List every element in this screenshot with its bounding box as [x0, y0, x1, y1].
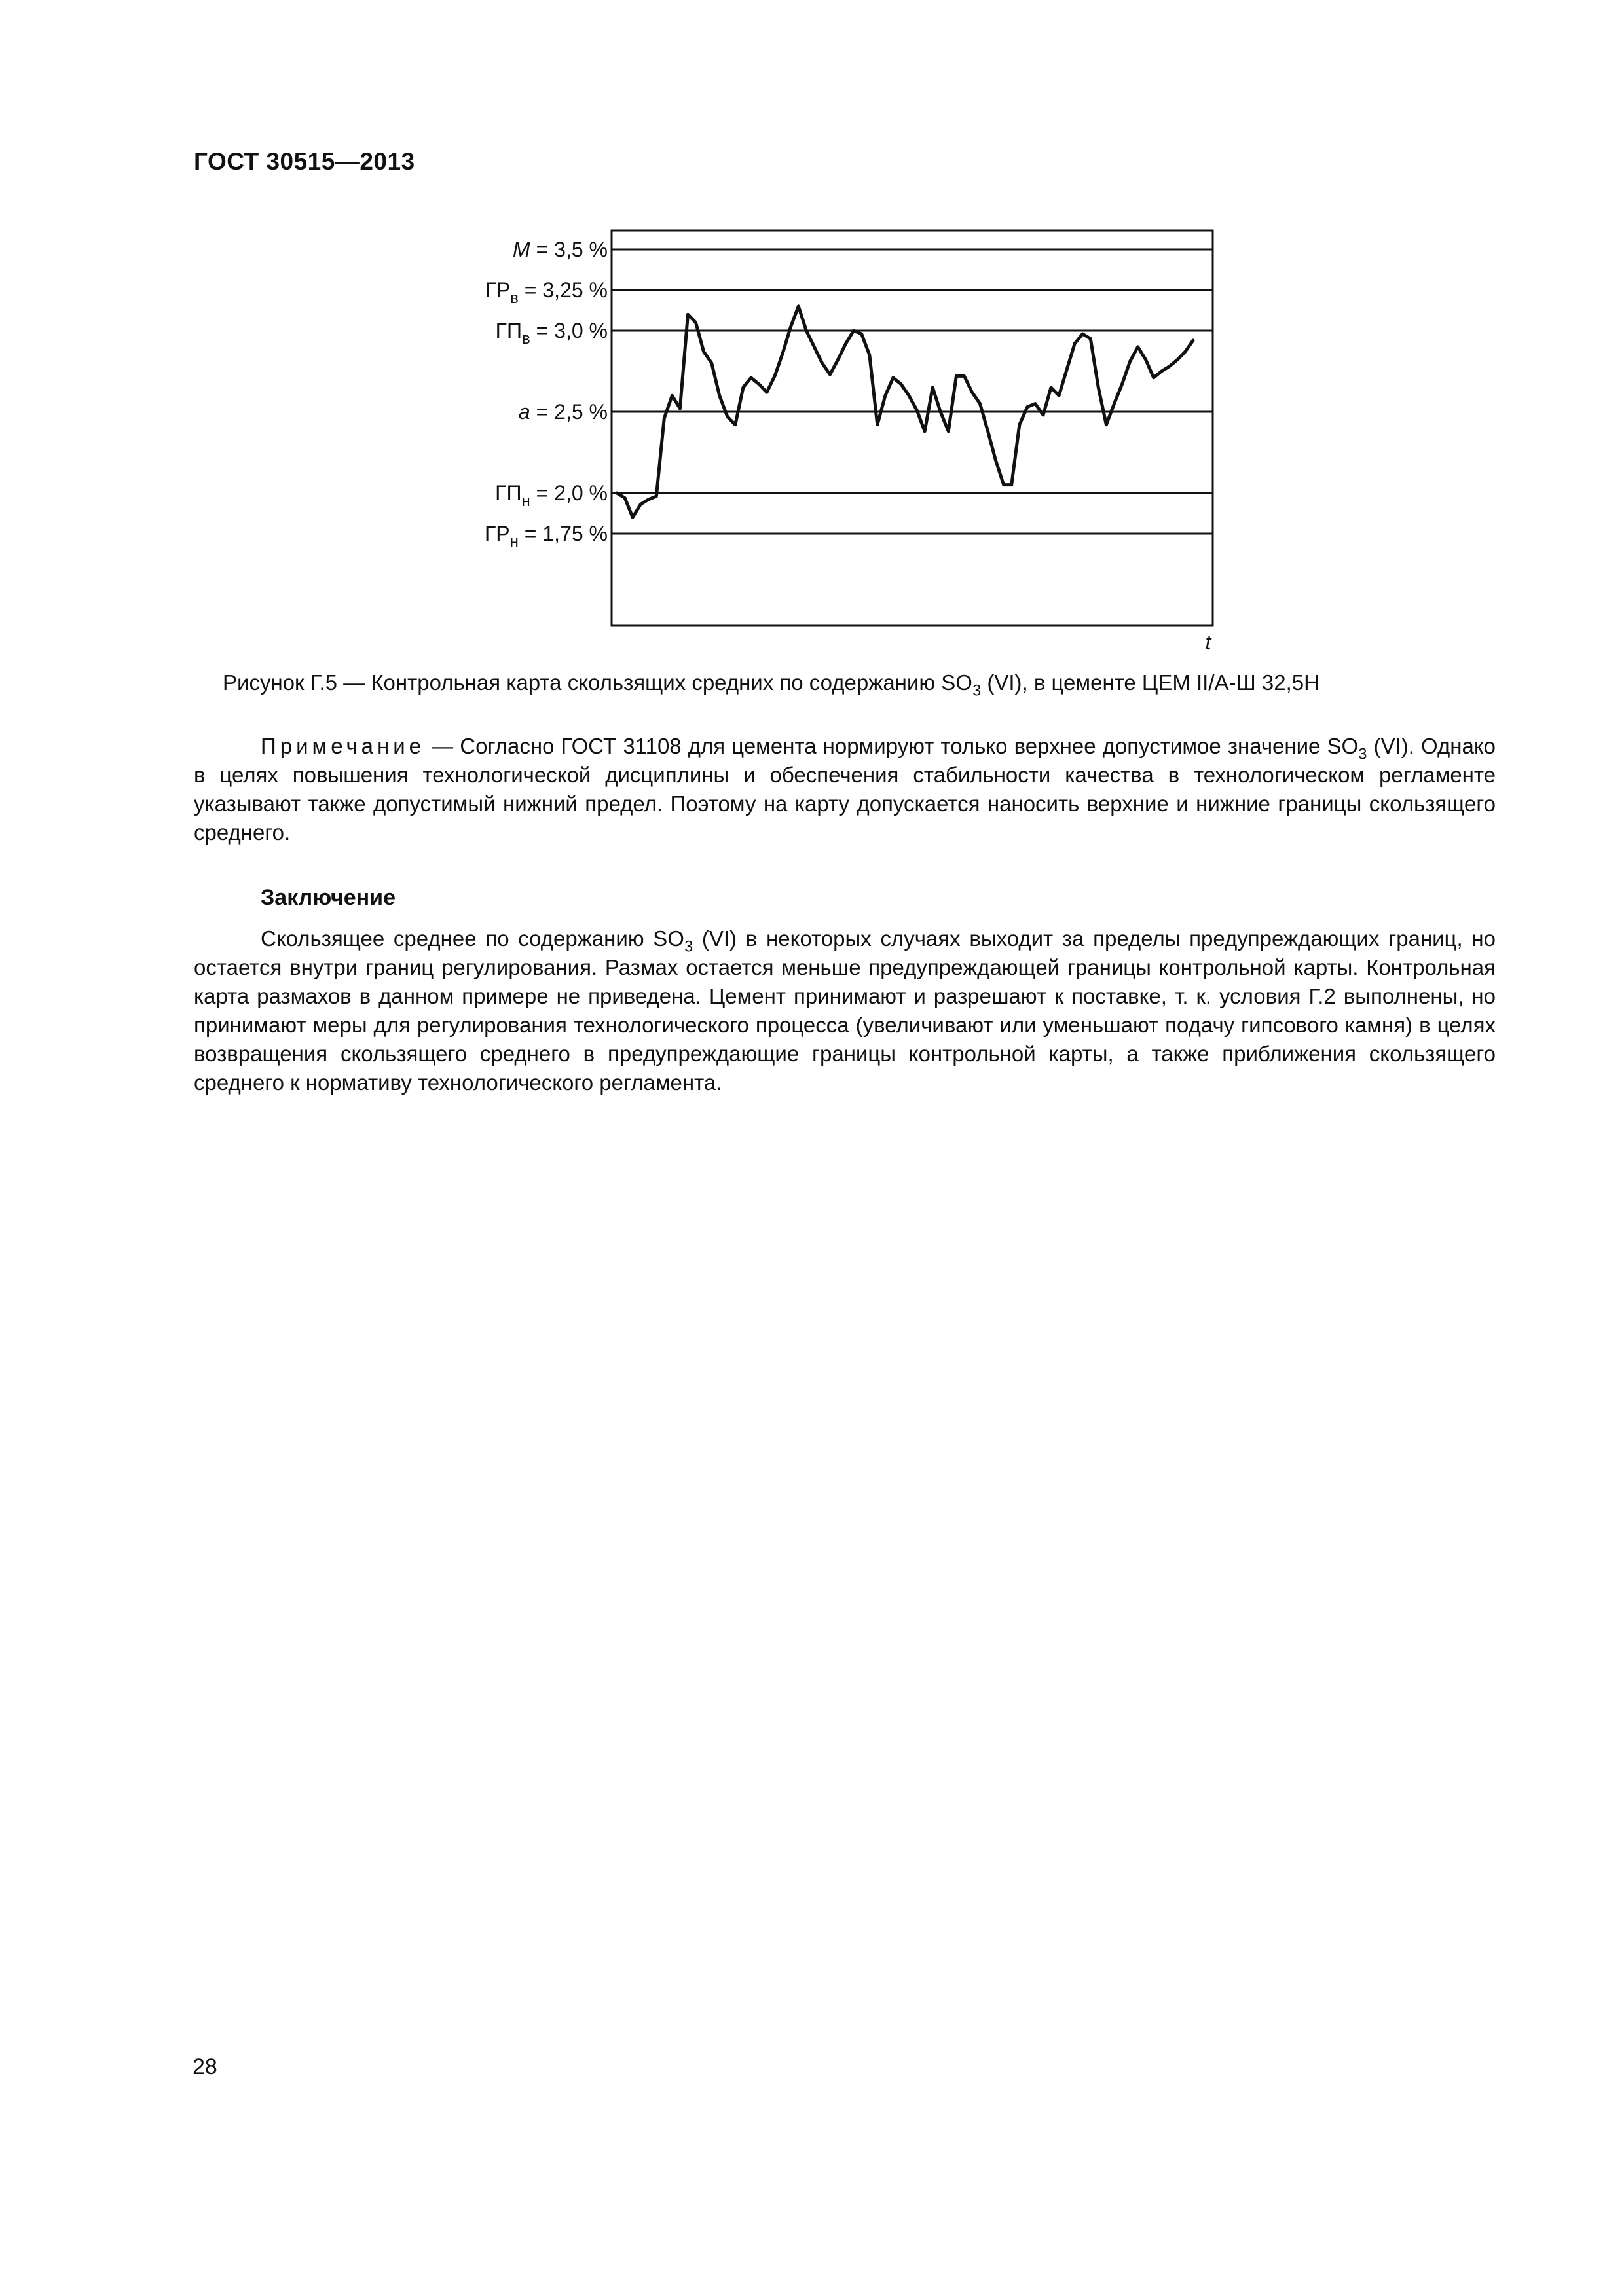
control-chart: [0, 0, 1624, 661]
conclusion-text: Скользящее среднее по содержанию SO: [261, 926, 684, 951]
conclusion-text-end: (VI) в некоторых случаях выходит за пределы предупреждающих границ, но остается внутри границ регулирования. Размах остается меньше предупреждающей границы контрольной карты. Контрольная карта размахов в данном примере не приведена. Цемент принимают и разрешают к поставке, т. к. условия Г.2 выполнены, но принимают меры для регулирования технологического процесса (увеличивают или уменьшают подачу гипсового камня) в целях возвращения скользящего среднего в предупреждающие границы контрольной карты, а также приближения скользящего среднего к нормативу технологического регламента.: [194, 926, 1496, 1095]
control-line-label-1: $ГР_в = 3,25$ %: [485, 278, 608, 307]
caption-subscript: 3: [972, 682, 982, 700]
conclusion-subscript: 3: [684, 938, 693, 956]
x-axis-label: t: [1205, 630, 1211, 654]
document-code-header: ГОСТ 30515—2013: [194, 148, 415, 175]
control-line-label-3: a = 2,5 %: [518, 400, 608, 424]
control-line-label-2: $ГП_в = 3,0$ %: [495, 319, 608, 348]
control-line-label-4: $ГП_н = 2,0$ %: [495, 481, 608, 510]
note-paragraph: [194, 732, 1496, 847]
conclusion-heading: Заключение: [261, 885, 396, 910]
control-chart-svg: [0, 0, 1624, 661]
conclusion-paragraph: [194, 924, 1496, 1097]
control-labels-group: [485, 238, 608, 551]
figure-caption: [223, 670, 1320, 700]
caption-text-end: (VI), в цементе ЦЕМ II/А-Ш 32,5Н: [981, 670, 1320, 695]
caption-text: Рисунок Г.5 — Контрольная карта скользящих средних по содержанию SO: [223, 670, 972, 695]
note-subscript: 3: [1358, 745, 1367, 763]
page-number: 28: [193, 2054, 217, 2079]
note-label: Примечание: [261, 734, 426, 758]
control-lines-group: [612, 249, 1213, 534]
note-text-end: (VI). Однако в целях повышения технологической дисциплины и обеспечения стабильности качества в технологическом регламенте указывают также допустимый нижний предел. Поэтому на карту допускается наносить верхние и нижние границы скользящего среднего.: [194, 734, 1496, 845]
control-line-label-5: $ГР_н = 1,75$ %: [484, 522, 608, 551]
control-line-label-0: M = 3,5 %: [513, 238, 608, 261]
note-text: — Согласно ГОСТ 31108 для цемента нормируют только верхнее допустимое значение SO: [425, 734, 1359, 758]
